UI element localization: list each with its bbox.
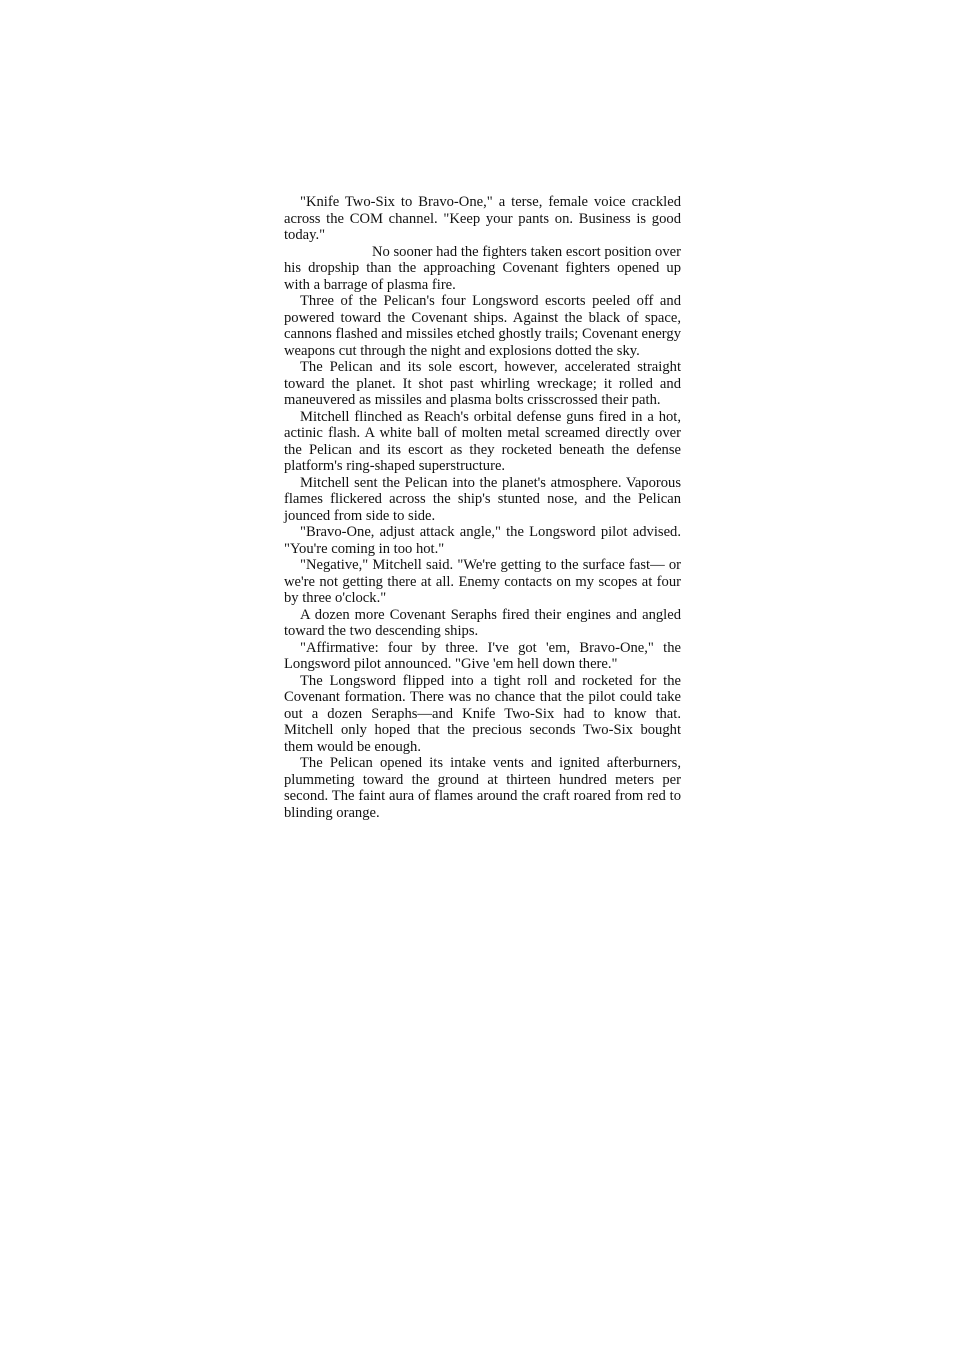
paragraph: The Pelican opened its intake vents and ignited afterburners, plummeting toward the ground at thirteen hundred meters per second. The faint aura of flames around the craft roared from red to blinding orange.: [284, 755, 681, 821]
paragraph: Mitchell flinched as Reach's orbital defense guns fired in a hot, actinic flash. A white ball of molten metal screamed directly over the Pelican and its escort as they rocketed beneath the defense platform's ring-shaped superstructure.: [284, 408, 681, 474]
paragraph: The Longsword flipped into a tight roll and rocketed for the Covenant formation. There was no chance that the pilot could take out a dozen Seraphs—and Knife Two-Six had to know that. Mitchell only hoped that the precious seconds Two-Six bought them would be enough.: [284, 672, 681, 755]
paragraph: Three of the Pelican's four Longsword escorts peeled off and powered toward the Covenant ships. Against the black of space, cannons flashed and missiles etched ghostly trails; Covenant energy weapons cut through the night and explosions dotted the sky.: [284, 293, 681, 359]
paragraph: "Negative," Mitchell said. "We're getting to the surface fast— or we're not getting there at all. Enemy contacts on my scopes at four by three o'clock.": [284, 557, 681, 606]
paragraph: "Knife Two-Six to Bravo-One," a terse, female voice crackled across the COM channel. "Keep your pants on. Business is good today.": [284, 194, 681, 243]
book-page-text: [284, 194, 681, 821]
paragraph: "Bravo-One, adjust attack angle," the Longsword pilot advised. "You're coming in too hot.": [284, 524, 681, 557]
paragraph: Mitchell sent the Pelican into the planet's atmosphere. Vaporous flames flickered across the ship's stunted nose, and the Pelican jounced from side to side.: [284, 474, 681, 524]
paragraph: "Affirmative: four by three. I've got 'em, Bravo-One," the Longsword pilot announced. "Give 'em hell down there.": [284, 639, 681, 672]
paragraph: The Pelican and its sole escort, however, accelerated straight toward the planet. It shot past whirling wreckage; it rolled and maneuvered as missiles and plasma bolts crisscrossed their path.: [284, 359, 681, 408]
paragraph: A dozen more Covenant Seraphs fired their engines and angled toward the two descending ships.: [284, 606, 681, 639]
paragraph: No sooner had the fighters taken escort position over his dropship than the approaching Covenant fighters opened up with a barrage of plasma fire.: [284, 243, 681, 293]
